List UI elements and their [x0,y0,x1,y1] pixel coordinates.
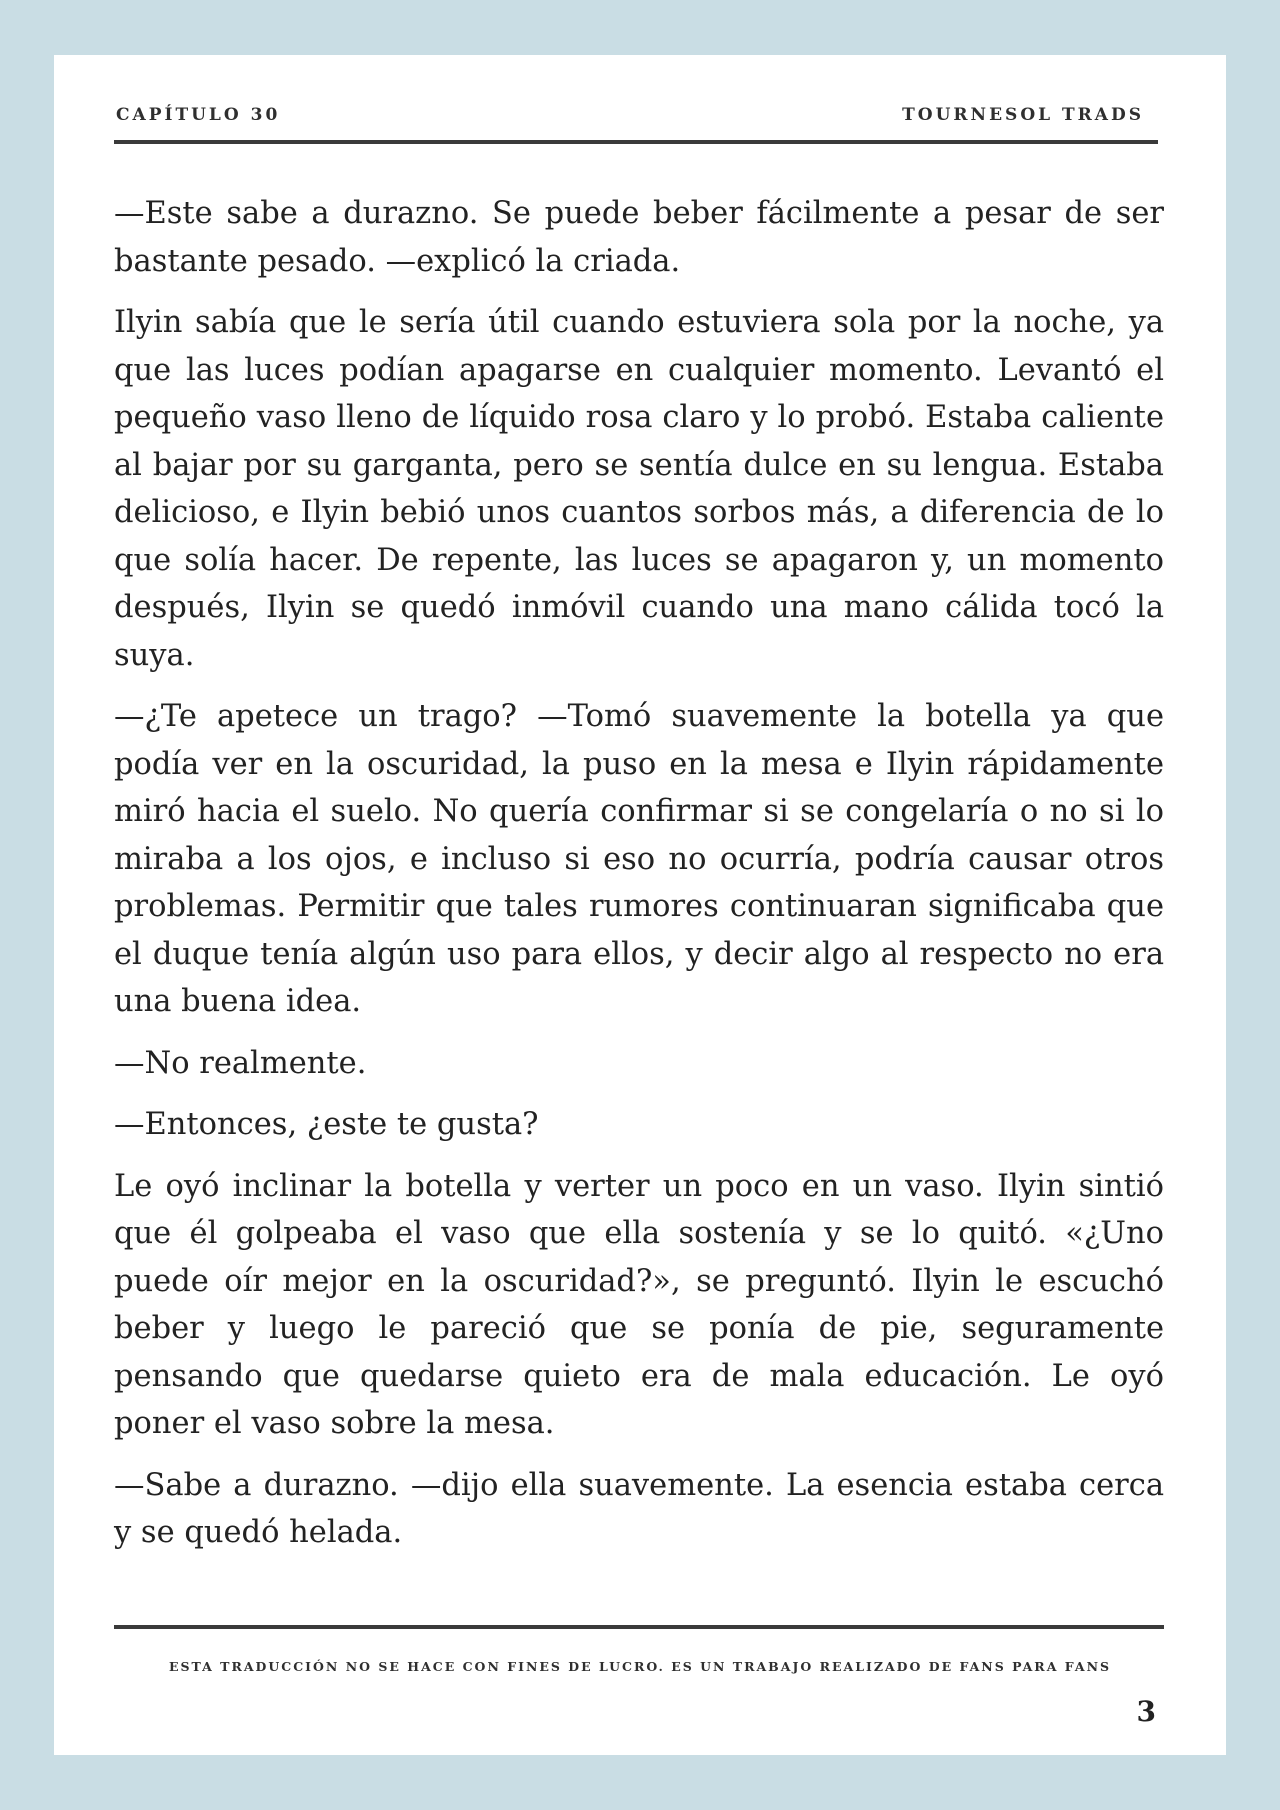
disclaimer-note: ESTA TRADUCCIÓN NO SE HACE CON FINES DE LUCRO. ES UN TRABAJO REALIZADO DE FANS PARA FANS [168,1659,1112,1674]
paragraph: —Sabe a durazno. —dijo ella suavemente. La esencia estaba cerca y se quedó helada. [114,1467,1164,1550]
chapter-label: CAPÍTULO 30 [116,105,281,125]
paragraph: —Entonces, ¿este te gusta? [114,1107,539,1142]
paragraph: —Este sabe a durazno. Se puede beber fácilmente a pesar de ser bastante pesado. —explicó la criada. [114,196,1164,279]
paragraph: —¿Te apetece un trago? —Tomó suavemente la botella ya que podía ver en la oscuridad, la puso en la mesa e Ilyin rápidamente miró hacia el suelo. No quería confirmar si se congelaría o no si lo miraba a los ojos, e incluso si eso no ocurría, podría causar otros problemas. Permitir que tales rumores continuaran significaba que el duque tenía algún uso para ellos, y decir algo al respecto no era una buena idea. [114,699,1164,1019]
page-number: 3 [1136,1695,1156,1728]
page-sheet [54,55,1226,1755]
translation-group-label: TOURNESOL TRADS [902,105,1144,125]
paragraph: Le oyó inclinar la botella y verter un poco en un vaso. Ilyin sintió que él golpeaba el vaso que ella sostenía y se lo quitó. «¿Uno puede oír mejor en la oscuridad?», se preguntó. Ilyin le escuchó beber y luego le pareció que se ponía de pie, seguramente pensando que quedarse quieto era de mala educación. Le oyó poner el vaso sobre la mesa. [114,1168,1164,1441]
paragraph: —No realmente. [114,1045,367,1081]
page-header [116,105,1158,145]
header-divider [114,140,1158,144]
chapter-body [114,190,1164,1571]
footer-divider [114,1625,1164,1629]
paragraph: Ilyin sabía que le sería útil cuando estuviera sola por la noche, ya que las luces podían apagarse en cualquier momento. Levantó el pequeño vaso lleno de líquido rosa claro y lo probó. Estaba caliente al bajar por su garganta, pero se sentía dulce en su lengua. Estaba delicioso, e Ilyin bebió unos cuantos sorbos más, a diferencia de lo que solía hacer. De repente, las luces se apagaron y, un momento después, Ilyin se quedó inmóvil cuando una mano cálida tocó la suya. [114,305,1164,673]
